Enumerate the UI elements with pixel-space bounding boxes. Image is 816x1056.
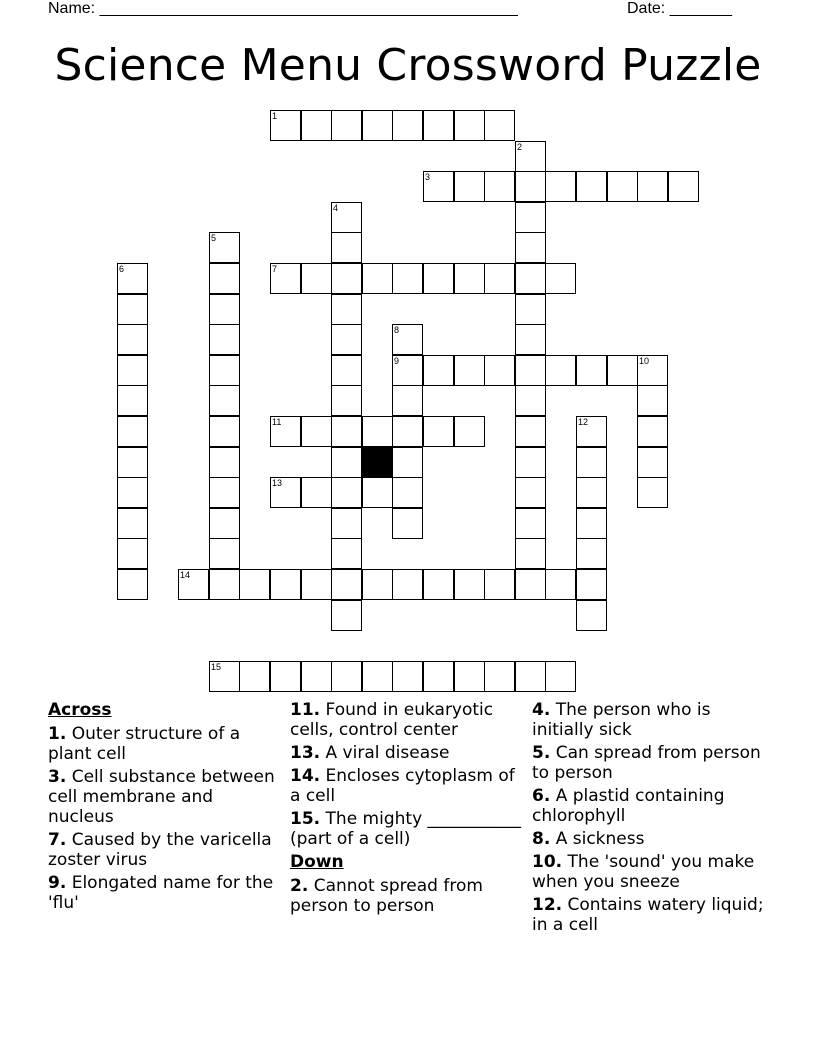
crossword-cell[interactable] <box>607 355 638 386</box>
clue-number: 2. <box>290 876 309 896</box>
crossword-cell[interactable] <box>270 661 301 692</box>
clue-number: 5. <box>532 743 551 763</box>
crossword-cell[interactable] <box>637 416 668 447</box>
clue-number: 8. <box>532 829 551 849</box>
crossword-cell[interactable] <box>454 569 485 600</box>
crossword-cell[interactable] <box>117 508 148 539</box>
clue-text: Elongated name for the 'flu' <box>48 873 274 913</box>
crossword-cell[interactable] <box>484 110 515 141</box>
clue-text: Caused by the varicella zoster virus <box>48 830 272 870</box>
crossword-cell[interactable] <box>423 661 454 692</box>
crossword-cell[interactable] <box>576 508 607 539</box>
crossword-cell[interactable] <box>362 661 393 692</box>
crossword-cell[interactable] <box>331 232 362 263</box>
crossword-cell[interactable] <box>331 508 362 539</box>
clue-text: The person who is initially sick <box>532 700 711 740</box>
crossword-cell[interactable] <box>545 263 576 294</box>
crossword-cell[interactable] <box>515 324 546 355</box>
crossword-cell[interactable] <box>209 385 240 416</box>
crossword-cell[interactable] <box>117 355 148 386</box>
clue-item <box>532 743 772 783</box>
clues-column-1 <box>48 700 280 916</box>
crossword-cell[interactable] <box>331 600 362 631</box>
crossword-cell[interactable] <box>331 416 362 447</box>
across-heading: Across <box>48 700 112 720</box>
crossword-cell[interactable] <box>423 355 454 386</box>
crossword-cell[interactable] <box>515 385 546 416</box>
crossword-cell[interactable] <box>117 324 148 355</box>
clue-text: Contains watery liquid; in a cell <box>532 895 764 935</box>
clue-item <box>48 830 280 870</box>
crossword-cell[interactable] <box>484 569 515 600</box>
crossword-cell[interactable] <box>515 141 546 172</box>
cell-number: 2 <box>517 142 523 152</box>
crossword-cell[interactable] <box>423 569 454 600</box>
crossword-cell[interactable] <box>331 110 362 141</box>
clue-item <box>532 786 772 826</box>
crossword-cell[interactable] <box>301 110 332 141</box>
crossword-cell[interactable] <box>270 477 301 508</box>
clue-item <box>290 700 522 740</box>
cell-number: 6 <box>119 264 125 274</box>
clues-column-3 <box>532 700 772 938</box>
crossword-cell[interactable] <box>454 416 485 447</box>
crossword-cell[interactable] <box>331 477 362 508</box>
crossword-cell[interactable] <box>576 416 607 447</box>
cell-number: 1 <box>272 111 278 121</box>
clue-item <box>48 873 280 913</box>
crossword-cell[interactable] <box>331 385 362 416</box>
crossword-cell[interactable] <box>454 171 485 202</box>
crossword-cell[interactable] <box>209 294 240 325</box>
crossword-cell[interactable] <box>117 477 148 508</box>
crossword-cell[interactable] <box>392 508 423 539</box>
clue-text: A sickness <box>550 829 645 849</box>
crossword-cell[interactable] <box>331 263 362 294</box>
clue-text: Found in eukaryotic cells, control center <box>290 700 494 740</box>
crossword-cell[interactable] <box>576 477 607 508</box>
crossword-cell[interactable] <box>668 171 699 202</box>
cell-number: 5 <box>211 233 217 243</box>
crossword-cell[interactable] <box>209 508 240 539</box>
clue-text: Encloses cytoplasm of a cell <box>290 766 515 806</box>
crossword-cell[interactable] <box>423 110 454 141</box>
crossword-cell[interactable] <box>423 416 454 447</box>
crossword-cell[interactable] <box>454 355 485 386</box>
crossword-cell[interactable] <box>484 263 515 294</box>
crossword-cell[interactable] <box>117 416 148 447</box>
crossword-cell[interactable] <box>392 385 423 416</box>
clue-item <box>532 852 772 892</box>
crossword-cell[interactable] <box>576 600 607 631</box>
crossword-cell[interactable] <box>637 447 668 478</box>
clues-column-2 <box>290 700 522 919</box>
crossword-cell[interactable] <box>117 569 148 600</box>
clue-number: 7. <box>48 830 67 850</box>
crossword-cell[interactable] <box>484 661 515 692</box>
crossword-cell[interactable] <box>515 202 546 233</box>
crossword-cell[interactable] <box>515 447 546 478</box>
crossword-cell[interactable] <box>515 508 546 539</box>
crossword-cell[interactable] <box>178 569 209 600</box>
crossword-cell[interactable] <box>362 477 393 508</box>
crossword-cell[interactable] <box>117 385 148 416</box>
crossword-cell[interactable] <box>270 110 301 141</box>
crossword-cell[interactable] <box>209 477 240 508</box>
crossword-cell[interactable] <box>331 661 362 692</box>
clue-text: The 'sound' you make when you sneeze <box>532 852 755 892</box>
crossword-cell[interactable] <box>392 477 423 508</box>
crossword-cell[interactable] <box>209 263 240 294</box>
clue-text: A viral disease <box>320 743 450 763</box>
crossword-cell[interactable] <box>392 355 423 386</box>
crossword-cell[interactable] <box>301 263 332 294</box>
crossword-cell[interactable] <box>209 538 240 569</box>
crossword-cell[interactable] <box>270 263 301 294</box>
clue-item <box>48 767 280 827</box>
clue-text: A plastid containing chlorophyll <box>532 786 725 826</box>
crossword-cell[interactable] <box>209 569 240 600</box>
crossword-cell[interactable] <box>209 355 240 386</box>
crossword-cell[interactable] <box>423 171 454 202</box>
crossword-cell[interactable] <box>545 355 576 386</box>
clue-number: 13. <box>290 743 321 763</box>
clue-number: 6. <box>532 786 551 806</box>
crossword-cell[interactable] <box>545 661 576 692</box>
crossword-cell[interactable] <box>423 263 454 294</box>
clue-item <box>290 743 522 763</box>
crossword-cell[interactable] <box>301 416 332 447</box>
crossword-cell[interactable] <box>637 477 668 508</box>
crossword-cell[interactable] <box>515 171 546 202</box>
clue-number: 3. <box>48 767 67 787</box>
clue-text: Cannot spread from person to person <box>290 876 483 916</box>
crossword-cell[interactable] <box>117 294 148 325</box>
crossword-cell[interactable] <box>392 447 423 478</box>
cell-number: 4 <box>333 203 339 213</box>
crossword-cell[interactable] <box>239 661 270 692</box>
crossword-cell[interactable] <box>637 355 668 386</box>
crossword-cell[interactable] <box>331 324 362 355</box>
cell-number: 15 <box>211 662 222 672</box>
crossword-cell[interactable] <box>362 569 393 600</box>
clue-number: 1. <box>48 724 67 744</box>
crossword-cell[interactable] <box>209 661 240 692</box>
cell-number: 11 <box>272 417 282 427</box>
crossword-cell[interactable] <box>576 538 607 569</box>
crossword-cell[interactable] <box>576 355 607 386</box>
clue-text: The mighty ___________ (part of a cell) <box>290 809 522 849</box>
crossword-cell[interactable] <box>515 355 546 386</box>
crossword-cell[interactable] <box>515 294 546 325</box>
crossword-cell[interactable] <box>239 569 270 600</box>
cell-number: 9 <box>394 356 400 366</box>
crossword-cell[interactable] <box>392 324 423 355</box>
crossword-cell[interactable] <box>117 263 148 294</box>
crossword-cell[interactable] <box>515 263 546 294</box>
crossword-cell[interactable] <box>515 416 546 447</box>
clue-number: 11. <box>290 700 321 720</box>
crossword-cell[interactable] <box>515 232 546 263</box>
crossword-cell[interactable] <box>209 232 240 263</box>
clue-item <box>532 829 772 849</box>
crossword-cell[interactable] <box>392 569 423 600</box>
crossword-cell[interactable] <box>301 569 332 600</box>
cell-number: 7 <box>272 264 278 274</box>
clue-text: Cell substance between cell membrane and nucleus <box>48 767 275 827</box>
crossword-cell[interactable] <box>331 355 362 386</box>
clue-number: 9. <box>48 873 67 893</box>
clue-item <box>290 876 522 916</box>
crossword-cell[interactable] <box>117 447 148 478</box>
crossword-cell[interactable] <box>270 569 301 600</box>
clue-text: Outer structure of a plant cell <box>48 724 241 764</box>
crossword-cell[interactable] <box>392 661 423 692</box>
cell-number: 8 <box>394 325 400 335</box>
clue-item <box>48 724 280 764</box>
crossword-cell[interactable] <box>545 171 576 202</box>
cell-number: 12 <box>578 417 589 427</box>
crossword-cell[interactable] <box>637 385 668 416</box>
crossword-cell[interactable] <box>576 171 607 202</box>
crossword-cell[interactable] <box>301 661 332 692</box>
crossword-cell[interactable] <box>515 661 546 692</box>
crossword-cell[interactable] <box>270 416 301 447</box>
crossword-cell[interactable] <box>576 569 607 600</box>
crossword-cell[interactable] <box>484 355 515 386</box>
date-field[interactable]: Date: _______ <box>627 0 732 17</box>
crossword-cell[interactable] <box>576 447 607 478</box>
clue-number: 4. <box>532 700 551 720</box>
crossword-cell[interactable] <box>392 416 423 447</box>
clue-number: 14. <box>290 766 321 786</box>
crossword-cell[interactable] <box>515 569 546 600</box>
crossword-cell[interactable] <box>545 569 576 600</box>
cell-number: 3 <box>425 172 431 182</box>
crossword-cell[interactable] <box>209 447 240 478</box>
crossword-cell[interactable] <box>331 447 362 478</box>
crossword-cell[interactable] <box>515 538 546 569</box>
cell-number: 13 <box>272 478 283 488</box>
clue-item <box>532 700 772 740</box>
crossword-cell[interactable] <box>117 538 148 569</box>
crossword-cell[interactable] <box>331 202 362 233</box>
crossword-cell[interactable] <box>331 569 362 600</box>
crossword-cell[interactable] <box>209 416 240 447</box>
crossword-cell[interactable] <box>454 661 485 692</box>
crossword-cell[interactable] <box>331 294 362 325</box>
crossword-cell[interactable] <box>607 171 638 202</box>
crossword-cell[interactable] <box>362 110 393 141</box>
crossword-cell[interactable] <box>331 538 362 569</box>
crossword-cell[interactable] <box>362 263 393 294</box>
crossword-cell[interactable] <box>392 263 423 294</box>
black-cell <box>362 447 393 478</box>
crossword-cell[interactable] <box>515 477 546 508</box>
crossword-cell[interactable] <box>454 263 485 294</box>
crossword-cell[interactable] <box>454 110 485 141</box>
clue-text: Can spread from person to person <box>532 743 761 783</box>
page-title: Science Menu Crossword Puzzle <box>54 40 762 91</box>
down-heading: Down <box>290 852 344 872</box>
clue-item <box>290 766 522 806</box>
clue-number: 15. <box>290 809 321 829</box>
clue-number: 10. <box>532 852 563 872</box>
crossword-cell[interactable] <box>637 171 668 202</box>
clue-number: 12. <box>532 895 563 915</box>
cell-number: 10 <box>639 356 650 366</box>
clue-item <box>532 895 772 935</box>
crossword-cell[interactable] <box>301 477 332 508</box>
crossword-cell[interactable] <box>209 324 240 355</box>
name-field[interactable]: Name: _______________________________________________ <box>48 0 518 17</box>
clue-item <box>290 809 522 849</box>
crossword-cell[interactable] <box>392 110 423 141</box>
crossword-cell[interactable] <box>362 416 393 447</box>
cell-number: 14 <box>180 570 191 580</box>
crossword-cell[interactable] <box>484 171 515 202</box>
